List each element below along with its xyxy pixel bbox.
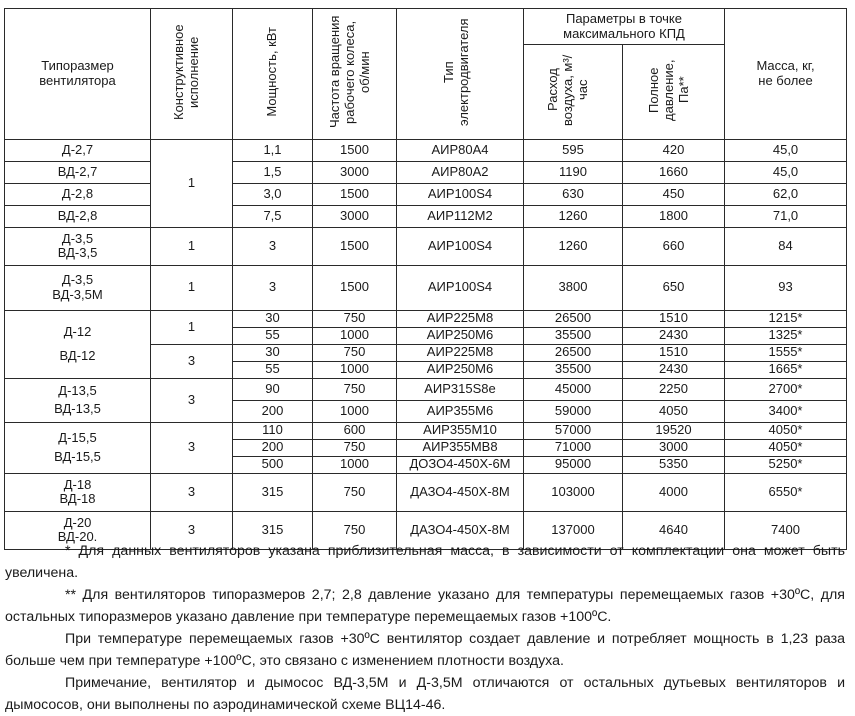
design-cell: 3 bbox=[151, 422, 233, 473]
table-row bbox=[5, 265, 847, 310]
airflow-cell: 3800 bbox=[524, 265, 623, 310]
note-aerodynamic-scheme: Примечание, вентилятор и дымосос ВД-3,5М и Д-3,5М отличаются от остальных дутьевых вентиляторов и дымососов, они выполнены по аэродинамической схеме ВЦ14-46. bbox=[5, 675, 845, 713]
speed-cell: 1500 bbox=[313, 139, 397, 161]
airflow-cell: 59000 bbox=[524, 400, 623, 422]
power-cell: 500 bbox=[233, 456, 313, 473]
airflow-cell: 1260 bbox=[524, 205, 623, 227]
airflow-cell: 26500 bbox=[524, 344, 623, 361]
power-cell: 3 bbox=[233, 227, 313, 265]
motor-cell: АИР225М8 bbox=[397, 310, 524, 327]
motor-cell: АИР250М6 bbox=[397, 327, 524, 344]
header-params-group: Параметры в точке максимального КПД bbox=[524, 9, 725, 45]
mass-cell: 1555* bbox=[725, 344, 847, 361]
motor-cell: АИР355М10 bbox=[397, 422, 524, 439]
model-cell: ВД-2,8 bbox=[5, 205, 151, 227]
design-cell: 3 bbox=[151, 511, 233, 549]
design-cell: 1 bbox=[151, 227, 233, 265]
mass-cell: 7400 bbox=[725, 511, 847, 549]
header-speed: Частота вращения рабочего колеса, об/мин bbox=[313, 9, 397, 140]
motor-cell: АИР355МВ8 bbox=[397, 439, 524, 456]
model-cell: Д-12 ВД-12 bbox=[5, 310, 151, 378]
design-cell: 3 bbox=[151, 378, 233, 422]
airflow-cell: 45000 bbox=[524, 378, 623, 400]
table-row bbox=[5, 139, 847, 161]
table-row bbox=[5, 227, 847, 265]
header-model: Типоразмер вентилятора bbox=[5, 9, 151, 140]
speed-cell: 3000 bbox=[313, 205, 397, 227]
power-cell: 200 bbox=[233, 400, 313, 422]
pressure-cell: 4050 bbox=[623, 400, 725, 422]
speed-cell: 1000 bbox=[313, 361, 397, 378]
model-cell: ВД-2,7 bbox=[5, 161, 151, 183]
motor-cell: АИР225М8 bbox=[397, 344, 524, 361]
power-cell: 30 bbox=[233, 344, 313, 361]
power-cell: 7,5 bbox=[233, 205, 313, 227]
power-cell: 1,1 bbox=[233, 139, 313, 161]
header-power: Мощность, кВт bbox=[233, 9, 313, 140]
motor-cell: ДАЗО4-450Х-8М bbox=[397, 473, 524, 511]
airflow-cell: 137000 bbox=[524, 511, 623, 549]
model-cell: Д-13,5 ВД-13,5 bbox=[5, 378, 151, 422]
power-cell: 110 bbox=[233, 422, 313, 439]
model-cell: Д-3,5 ВД-3,5 bbox=[5, 227, 151, 265]
mass-cell: 93 bbox=[725, 265, 847, 310]
power-cell: 315 bbox=[233, 473, 313, 511]
motor-cell: АИР315S8е bbox=[397, 378, 524, 400]
design-cell: 1 bbox=[151, 139, 233, 227]
mass-cell: 4050* bbox=[725, 422, 847, 439]
airflow-cell: 630 bbox=[524, 183, 623, 205]
pressure-cell: 5350 bbox=[623, 456, 725, 473]
power-cell: 200 bbox=[233, 439, 313, 456]
footnotes bbox=[5, 540, 845, 716]
airflow-cell: 26500 bbox=[524, 310, 623, 327]
footnote-pressure: ** Для вентиляторов типоразмеров 2,7; 2,8 давление указано для температуры перемещаемых газов +30ºС, для остальных типоразмеров указано давление при температуре перемещаемых газов +100ºС. bbox=[5, 587, 845, 625]
power-cell: 55 bbox=[233, 327, 313, 344]
speed-cell: 1500 bbox=[313, 183, 397, 205]
motor-cell: АИР112М2 bbox=[397, 205, 524, 227]
speed-cell: 750 bbox=[313, 511, 397, 549]
speed-cell: 750 bbox=[313, 439, 397, 456]
table-row bbox=[5, 378, 847, 400]
speed-cell: 1500 bbox=[313, 227, 397, 265]
footnote-mass: * Для данных вентиляторов указана приблизительная масса, в зависимости от комплектации она может быть увеличена. bbox=[5, 543, 845, 581]
motor-cell: АИР100S4 bbox=[397, 227, 524, 265]
design-cell: 3 bbox=[151, 473, 233, 511]
airflow-cell: 103000 bbox=[524, 473, 623, 511]
power-cell: 315 bbox=[233, 511, 313, 549]
pressure-cell: 4640 bbox=[623, 511, 725, 549]
fan-spec-table bbox=[4, 8, 847, 550]
motor-cell: АИР100S4 bbox=[397, 265, 524, 310]
motor-cell: ДОЗО4-450Х-6М bbox=[397, 456, 524, 473]
mass-cell: 2700* bbox=[725, 378, 847, 400]
pressure-cell: 3000 bbox=[623, 439, 725, 456]
speed-cell: 750 bbox=[313, 344, 397, 361]
mass-cell: 71,0 bbox=[725, 205, 847, 227]
motor-cell: АИР80А4 bbox=[397, 139, 524, 161]
header-motor: Тип электродвигателя bbox=[397, 9, 524, 140]
header-pressure: Полное давление, Па** bbox=[623, 45, 725, 140]
motor-cell: АИР250М6 bbox=[397, 361, 524, 378]
header-design: Конструктивное исполнение bbox=[151, 9, 233, 140]
airflow-cell: 57000 bbox=[524, 422, 623, 439]
mass-cell: 6550* bbox=[725, 473, 847, 511]
design-cell: 3 bbox=[151, 344, 233, 378]
mass-cell: 3400* bbox=[725, 400, 847, 422]
model-cell: Д-15,5 ВД-15,5 bbox=[5, 422, 151, 473]
pressure-cell: 2430 bbox=[623, 361, 725, 378]
note-temperature: При температуре перемещаемых газов +30ºС вентилятор создает давление и потребляет мощность в 1,23 раза больше чем при температуре +100ºС, это связано с изменением плотности воздуха. bbox=[5, 631, 845, 669]
model-cell: Д-2,8 bbox=[5, 183, 151, 205]
table-row bbox=[5, 183, 847, 205]
pressure-cell: 660 bbox=[623, 227, 725, 265]
airflow-cell: 1260 bbox=[524, 227, 623, 265]
speed-cell: 750 bbox=[313, 378, 397, 400]
pressure-cell: 420 bbox=[623, 139, 725, 161]
table-row bbox=[5, 205, 847, 227]
model-cell: Д-2,7 bbox=[5, 139, 151, 161]
pressure-cell: 1510 bbox=[623, 310, 725, 327]
mass-cell: 45,0 bbox=[725, 139, 847, 161]
header-airflow: Расход воздуха, м³/час bbox=[524, 45, 623, 140]
power-cell: 3,0 bbox=[233, 183, 313, 205]
speed-cell: 1500 bbox=[313, 265, 397, 310]
mass-cell: 1325* bbox=[725, 327, 847, 344]
pressure-cell: 19520 bbox=[623, 422, 725, 439]
table-row bbox=[5, 310, 847, 327]
speed-cell: 750 bbox=[313, 473, 397, 511]
speed-cell: 750 bbox=[313, 310, 397, 327]
mass-cell: 1215* bbox=[725, 310, 847, 327]
speed-cell: 1000 bbox=[313, 456, 397, 473]
speed-cell: 1000 bbox=[313, 327, 397, 344]
airflow-cell: 71000 bbox=[524, 439, 623, 456]
table-row bbox=[5, 422, 847, 439]
speed-cell: 3000 bbox=[313, 161, 397, 183]
power-cell: 30 bbox=[233, 310, 313, 327]
mass-cell: 5250* bbox=[725, 456, 847, 473]
header-mass: Масса, кг, не более bbox=[725, 9, 847, 140]
pressure-cell: 1660 bbox=[623, 161, 725, 183]
power-cell: 3 bbox=[233, 265, 313, 310]
motor-cell: АИР355М6 bbox=[397, 400, 524, 422]
speed-cell: 600 bbox=[313, 422, 397, 439]
power-cell: 1,5 bbox=[233, 161, 313, 183]
mass-cell: 62,0 bbox=[725, 183, 847, 205]
airflow-cell: 35500 bbox=[524, 327, 623, 344]
table-row bbox=[5, 473, 847, 511]
design-cell: 1 bbox=[151, 265, 233, 310]
design-cell: 1 bbox=[151, 310, 233, 344]
mass-cell: 1665* bbox=[725, 361, 847, 378]
pressure-cell: 1800 bbox=[623, 205, 725, 227]
motor-cell: АИР100S4 bbox=[397, 183, 524, 205]
airflow-cell: 1190 bbox=[524, 161, 623, 183]
model-cell: Д-3,5 ВД-3,5М bbox=[5, 265, 151, 310]
speed-cell: 1000 bbox=[313, 400, 397, 422]
mass-cell: 84 bbox=[725, 227, 847, 265]
power-cell: 90 bbox=[233, 378, 313, 400]
model-cell: Д-20 ВД-20. bbox=[5, 511, 151, 549]
pressure-cell: 2250 bbox=[623, 378, 725, 400]
airflow-cell: 35500 bbox=[524, 361, 623, 378]
table-row bbox=[5, 161, 847, 183]
pressure-cell: 2430 bbox=[623, 327, 725, 344]
pressure-cell: 650 bbox=[623, 265, 725, 310]
mass-cell: 45,0 bbox=[725, 161, 847, 183]
motor-cell: АИР80А2 bbox=[397, 161, 524, 183]
airflow-cell: 95000 bbox=[524, 456, 623, 473]
pressure-cell: 450 bbox=[623, 183, 725, 205]
power-cell: 55 bbox=[233, 361, 313, 378]
pressure-cell: 4000 bbox=[623, 473, 725, 511]
pressure-cell: 1510 bbox=[623, 344, 725, 361]
motor-cell: ДАЗО4-450Х-8М bbox=[397, 511, 524, 549]
model-cell: Д-18 ВД-18 bbox=[5, 473, 151, 511]
mass-cell: 4050* bbox=[725, 439, 847, 456]
airflow-cell: 595 bbox=[524, 139, 623, 161]
